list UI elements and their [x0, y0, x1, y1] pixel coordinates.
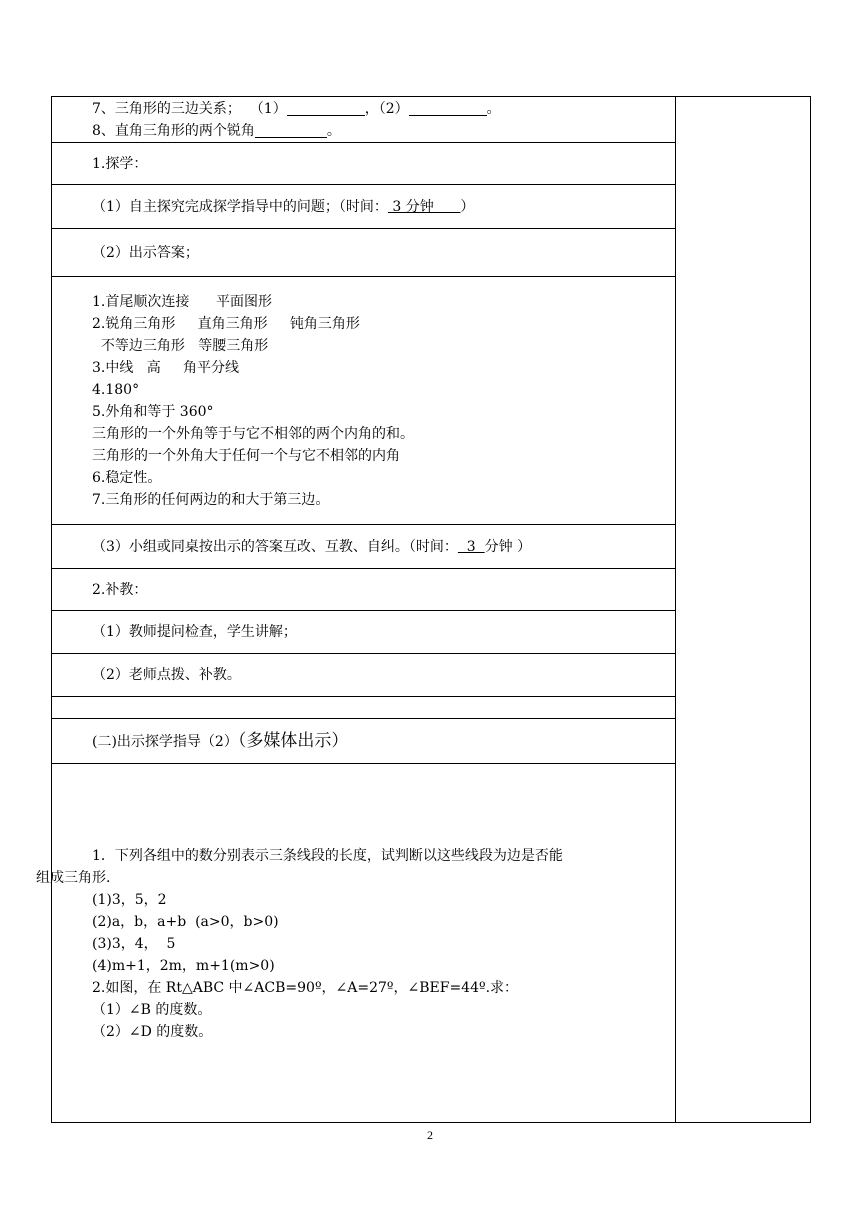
exercise-2-text: 2.如图，在 Rt△ABC 中∠ACB=90º，∠A=27º，∠BEF=44º.求：	[92, 980, 519, 996]
supplement-heading: 2.补教：	[52, 569, 676, 611]
lesson-plan-table	[36, 96, 811, 1123]
answer-line: 1.首尾顺次连接 平面图形	[92, 293, 273, 310]
time-value-1: 3 分钟	[387, 198, 461, 215]
answer-line: 不等边三角形 等腰三角形	[92, 337, 269, 354]
question-8: 8、直角三角形的两个锐角 。	[92, 122, 341, 139]
recall-row	[52, 97, 811, 143]
answer-line: 三角形的一个外角大于任何一个与它不相邻的内角	[92, 447, 400, 464]
answer-line: 三角形的一个外角等于与它不相邻的两个内角的和。	[92, 425, 414, 442]
answer-line: 5.外角和等于 360°	[92, 403, 214, 420]
recall-cell	[52, 97, 676, 143]
answer-line: 6.稳定性。	[92, 469, 162, 486]
supplement-step-1: （1）教师提问检查，学生讲解；	[52, 611, 676, 654]
exercises-cell	[36, 764, 676, 1123]
exercise-1-item: (2)a，b，a+b (a>0，b>0)	[92, 914, 279, 930]
page-number: 2	[427, 1128, 433, 1142]
answers-cell	[52, 277, 676, 525]
answer-blank-8	[255, 123, 327, 138]
exercise-1-item: (4)m+1，2m，m+1(m>0)	[92, 958, 275, 974]
answer-blank-7-2	[409, 101, 487, 116]
exercise-1-item: (3)3，4， 5	[92, 936, 176, 952]
answer-blank-7-1	[287, 101, 365, 116]
peer-review-step: （3）小组或同桌按出示的答案互改、互教、自纠。（时间： 3 分钟 ）	[52, 525, 676, 569]
side-notes-column	[676, 97, 811, 1123]
exercise-1-text-cont: 组成三角形.	[36, 870, 111, 886]
exercise-1-item: (1)3，5，2	[92, 892, 167, 908]
empty-row	[52, 697, 676, 719]
answer-line: 2.锐角三角形 直角三角形 钝角三角形	[92, 315, 360, 332]
exercise-1-text: 1．下列各组中的数分别表示三条线段的长度，试判断以这些线段为边是否能	[92, 848, 563, 864]
answer-line: 7.三角形的任何两边的和大于第三边。	[92, 491, 330, 508]
supplement-step-2: （2）老师点拨、补教。	[52, 654, 676, 697]
guide-2-heading: (二)出示探学指导（2）（多媒体出示）	[52, 719, 676, 764]
explore-heading: 1.探学：	[52, 143, 676, 185]
answer-line: 4.180°	[92, 381, 140, 398]
explore-step-1: （1）自主探究完成探学指导中的问题；（时间： 3 分钟 ）	[52, 185, 676, 229]
exercise-2-sub: （1）∠B 的度数。	[92, 1002, 212, 1018]
question-7: 7、三角形的三边关系； （1） ，（2） 。	[92, 100, 501, 117]
explore-step-2: （2）出示答案；	[52, 229, 676, 277]
exercise-2-sub: （2）∠D 的度数。	[92, 1024, 213, 1040]
answer-line: 3.中线 高 角平分线	[92, 359, 239, 376]
time-value-2: 3	[457, 538, 485, 555]
